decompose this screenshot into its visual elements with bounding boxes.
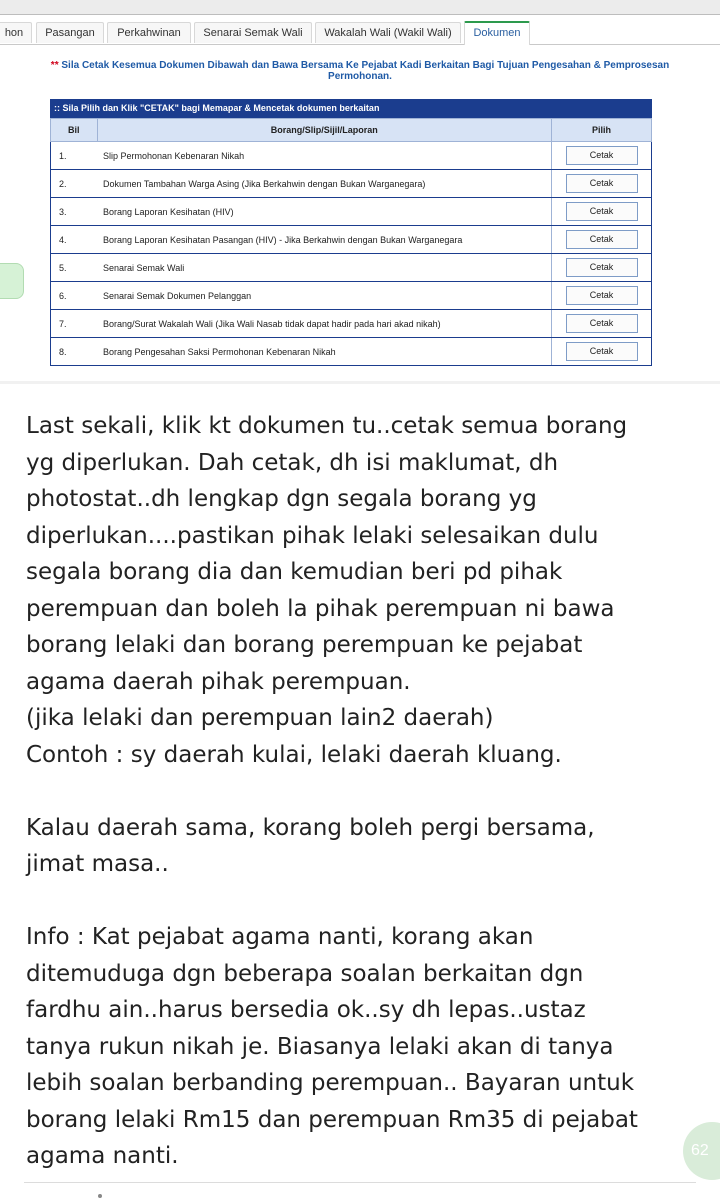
post-line: Contoh : sy daerah kulai, lelaki daerah kluang. (26, 741, 562, 768)
post-line: lebih soalan berbanding perempuan.. Bayaran untuk (26, 1070, 635, 1096)
row-document-name: Borang Laporan Kesihatan (HIV) (97, 198, 552, 226)
row-number: 6. (51, 282, 98, 310)
table-row (51, 282, 652, 310)
row-number: 1. (51, 142, 98, 170)
print-notice (40, 60, 680, 82)
cetak-button[interactable]: Cetak (566, 202, 638, 221)
paragraph-same-district (26, 810, 696, 883)
tab-pasangan[interactable]: Pasangan (36, 22, 104, 43)
table-row (51, 254, 652, 282)
post-line: jimat masa.. (26, 851, 169, 877)
tab-perkahwinan[interactable]: Perkahwinan (107, 22, 191, 43)
row-document-name: Dokumen Tambahan Warga Asing (Jika Berkahwin dengan Bukan Warganegara) (97, 170, 552, 198)
notice-text: Sila Cetak Kesemua Dokumen Dibawah dan Bawa Bersama Ke Pejabat Kadi Berkaitan Bagi Tujuan Pengesahan & Pemprosesan Permohonan. (61, 60, 670, 82)
screenshot-bottom-edge (0, 381, 720, 384)
cetak-button[interactable]: Cetak (566, 286, 638, 305)
post-line: (jika lelaki dan perempuan lain2 daerah) (26, 705, 494, 731)
cetak-button[interactable]: Cetak (566, 230, 638, 249)
post-line: borang lelaki Rm15 dan perempuan Rm35 di pejabat (26, 1106, 638, 1133)
table-row (51, 170, 652, 198)
post-line: diperlukan....pastikan pihak lelaki selesaikan dulu (26, 522, 599, 549)
tab-bar (0, 22, 720, 45)
document-table (50, 99, 652, 366)
row-document-name: Slip Permohonan Kebenaran Nikah (97, 142, 552, 170)
cetak-button[interactable]: Cetak (566, 342, 638, 361)
row-document-name: Borang/Surat Wakalah Wali (Jika Wali Nasab tidak dapat hadir pada hari akad nikah) (97, 310, 552, 338)
post-line: Last sekali, klik kt dokumen tu..cetak semua borang (26, 413, 628, 439)
post-line: agama daerah pihak perempuan. (26, 668, 411, 695)
tab-wakalah-wali[interactable]: Wakalah Wali (Wakil Wali) (315, 22, 461, 43)
post-line: agama nanti. (26, 1143, 179, 1169)
post-line: Info : Kat pejabat agama nanti, korang akan (26, 924, 534, 950)
post-line: photostat..dh lengkap dgn segala borang yg (26, 486, 537, 512)
row-number: 7. (51, 310, 98, 338)
post-line: borang lelaki dan borang perempuan ke pejabat (26, 632, 583, 658)
table-row (51, 338, 652, 366)
divider (24, 1182, 696, 1183)
cetak-button[interactable]: Cetak (566, 174, 638, 193)
header-pilih: Pilih (552, 119, 652, 142)
header-bil: Bil (51, 119, 98, 142)
row-document-name: Senarai Semak Dokumen Pelanggan (97, 282, 552, 310)
paragraph-instructions (26, 408, 696, 773)
row-number: 8. (51, 338, 98, 366)
browser-top-bar (0, 0, 720, 15)
side-handle[interactable] (0, 263, 24, 299)
row-number: 5. (51, 254, 98, 282)
post-line: Kalau daerah sama, korang boleh pergi bersama, (26, 814, 595, 841)
post-line: fardhu ain..harus bersedia ok..sy dh lepas..ustaz (26, 997, 586, 1023)
table-row (51, 142, 652, 170)
row-document-name: Senarai Semak Wali (97, 254, 552, 282)
table-row (51, 226, 652, 254)
cetak-button[interactable]: Cetak (566, 146, 638, 165)
row-number: 2. (51, 170, 98, 198)
tab-pemohon[interactable]: hon (0, 22, 32, 43)
tab-dokumen[interactable]: Dokumen (464, 21, 530, 45)
row-document-name: Borang Laporan Kesihatan Pasangan (HIV) - Jika Berkahwin dengan Bukan Warganegara (97, 226, 552, 254)
cetak-button[interactable]: Cetak (566, 258, 638, 277)
post-body (26, 408, 696, 1175)
post-line: ditemuduga dgn beberapa soalan berkaitan dgn (26, 960, 584, 987)
table-header-row (51, 119, 652, 142)
post-line: perempuan dan boleh la pihak perempuan ni bawa (26, 595, 615, 622)
post-line: tanya rukun nikah je. Biasanya lelaki akan di tanya (26, 1033, 614, 1060)
dot-indicator (98, 1194, 102, 1198)
table-row (51, 310, 652, 338)
post-line: yg diperlukan. Dah cetak, dh isi maklumat, dh (26, 449, 559, 476)
table-row (51, 198, 652, 226)
notice-stars: ** (50, 60, 59, 71)
post-line: segala borang dia dan kemudian beri pd pihak (26, 559, 563, 585)
table-caption: :: Sila Pilih dan Klik "CETAK" bagi Memapar & Mencetak dokumen berkaitan (50, 99, 652, 118)
row-number: 3. (51, 198, 98, 226)
cetak-button[interactable]: Cetak (566, 314, 638, 333)
row-document-name: Borang Pengesahan Saksi Permohonan Kebenaran Nikah (97, 338, 552, 366)
header-document: Borang/Slip/Sijil/Laporan (97, 119, 552, 142)
embedded-screenshot (0, 0, 720, 384)
page-number-badge[interactable]: 62 (683, 1122, 720, 1180)
paragraph-info (26, 919, 696, 1175)
row-number: 4. (51, 226, 98, 254)
tab-senarai-semak-wali[interactable]: Senarai Semak Wali (194, 22, 312, 43)
